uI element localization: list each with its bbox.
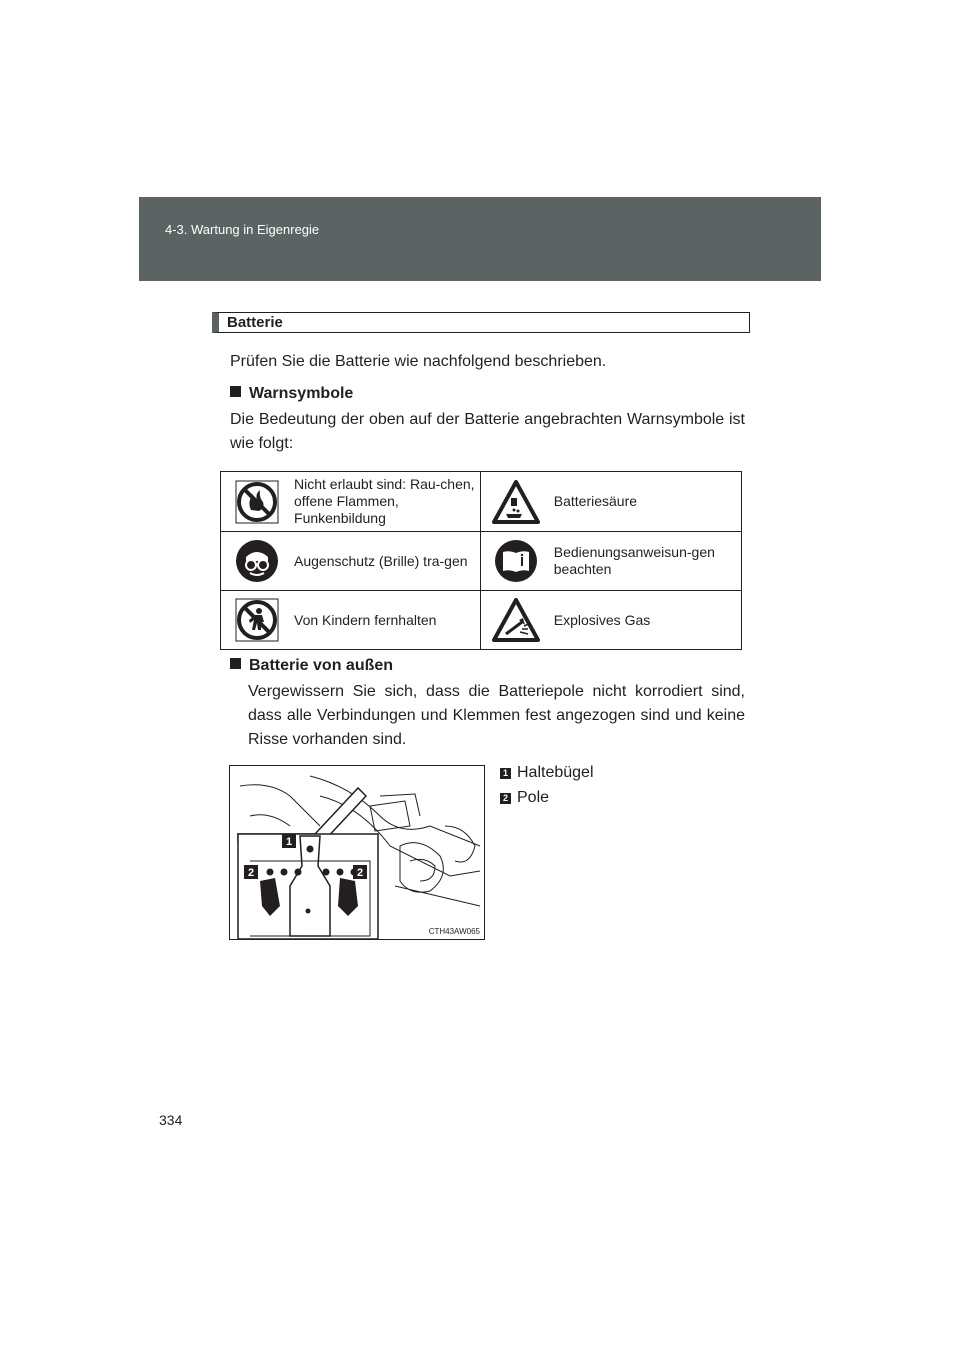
legend-item — [500, 786, 549, 810]
intro-text: Prüfen Sie die Batterie wie nachfolgend beschrieben. — [230, 353, 607, 370]
table-row — [221, 472, 742, 532]
square-bullet-icon — [230, 386, 241, 397]
warnsymbole-text: Die Bedeutung der oben auf der Batterie angebrachten Warnsymbole ist wie folgt: — [230, 411, 745, 452]
table-cell-label: Augenschutz (Brille) tra-gen — [292, 532, 480, 591]
table-row — [221, 532, 742, 591]
warnsymbole-heading — [230, 383, 353, 405]
callout-label: Pole — [517, 789, 550, 806]
section-title-bar — [212, 312, 750, 333]
table-row — [221, 591, 742, 650]
keep-children-away-icon — [235, 598, 279, 642]
table-cell-icon — [221, 591, 293, 650]
table-cell-icon — [221, 532, 293, 591]
figure-callout-2-right: 2 — [356, 867, 364, 879]
manual-book-icon — [494, 539, 538, 583]
warning-symbol-table — [220, 471, 742, 650]
table-cell-label: Batteriesäure — [552, 472, 742, 532]
breadcrumb: 4-3. Wartung in Eigenregie — [165, 222, 320, 237]
table-cell-icon — [480, 591, 552, 650]
eye-protection-icon — [235, 539, 279, 583]
battery-exterior-text: Vergewissern Sie sich, dass die Batteriepole nicht korrodiert sind, dass alle Verbindungen und Klemmen fest angezogen sind und keine Risse vorhanden sind. — [248, 683, 745, 748]
figure-callout-2-left: 2 — [247, 867, 255, 879]
section-title: Batterie — [227, 314, 283, 331]
battery-figure — [229, 765, 485, 940]
battery-illustration — [230, 766, 485, 940]
battery-exterior-heading — [230, 655, 393, 677]
table-cell-icon — [480, 472, 552, 532]
callout-label: Haltebügel — [517, 764, 594, 781]
warnsymbole-heading-text: Warnsymbole — [249, 385, 354, 402]
figure-code: CTH43AW065 — [428, 927, 480, 936]
page-number: 334 — [159, 1112, 183, 1128]
table-cell-icon — [480, 532, 552, 591]
figure-callout-1: 1 — [285, 836, 293, 848]
battery-exterior-heading-text: Batterie von außen — [249, 657, 394, 674]
explosive-gas-icon — [492, 598, 540, 642]
table-cell-label: Nicht erlaubt sind: Rau-chen, offene Flammen, Funkenbildung — [292, 472, 480, 532]
callout-number: 1 — [500, 768, 511, 779]
legend-item — [500, 761, 594, 785]
table-cell-label: Bedienungsanweisun-gen beachten — [552, 532, 742, 591]
table-cell-icon — [221, 472, 293, 532]
chapter-header — [139, 197, 821, 281]
table-cell-label: Von Kindern fernhalten — [292, 591, 480, 650]
table-cell-label: Explosives Gas — [552, 591, 742, 650]
square-bullet-icon — [230, 658, 241, 669]
no-smoking-flame-icon — [235, 480, 279, 524]
callout-number: 2 — [500, 793, 511, 804]
battery-acid-icon — [492, 480, 540, 524]
